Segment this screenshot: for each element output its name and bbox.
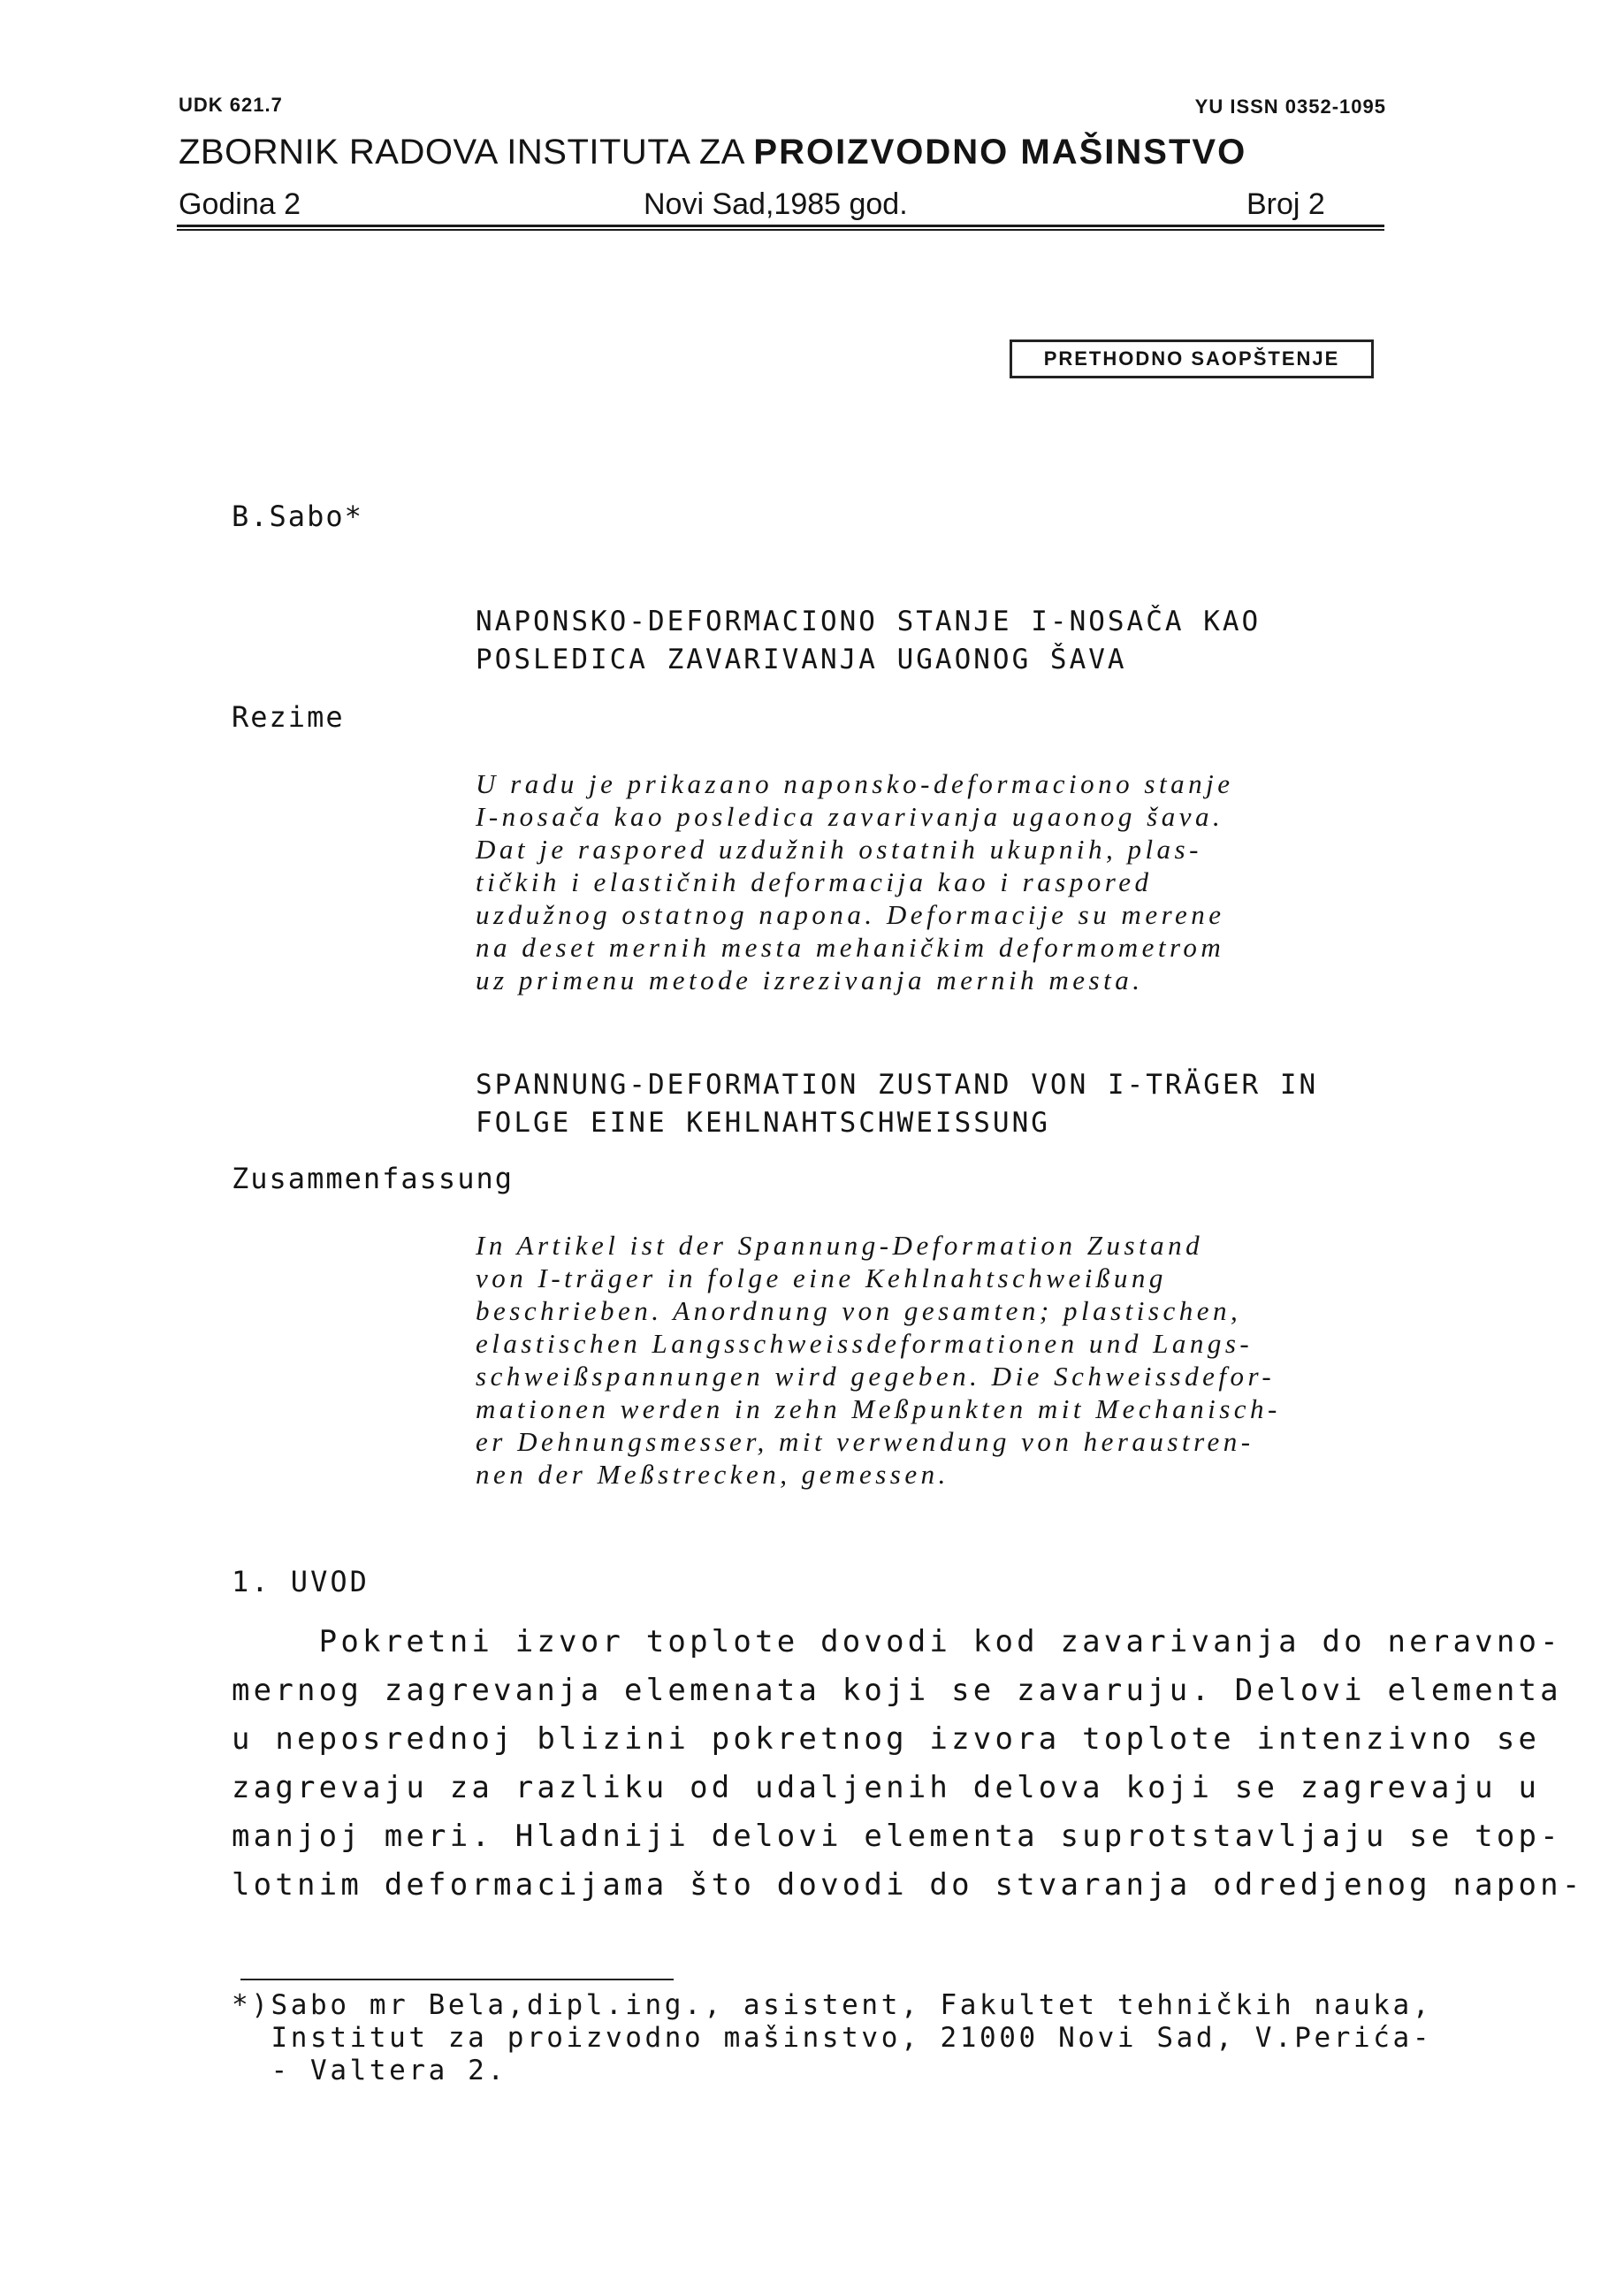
abstract-sr: U radu je prikazano naponsko-deformaciono stanje I-nosača kao posledica zavarivanja ugaonog šava. Dat je raspored uzdužnih ostatnih ukupnih, plas- tičkih i elastičnih deformacija kao i raspored uzdužnog ostatnog napona. Deformacije su merene na deset mernih mesta mehaničkim deformometrom uz primenu metode izrezivanja mernih mesta. xyxy=(476,768,1234,995)
journal-title xyxy=(179,133,1246,172)
volume-year: Godina 2 xyxy=(179,187,301,221)
section-heading: 1. UVOD xyxy=(232,1565,370,1598)
udk-code: UDK 621.7 xyxy=(179,94,283,116)
paper-title-de: SPANNUNG-DEFORMATION ZUSTAND VON I-TRÄGER IN FOLGE EINE KEHLNAHTSCHWEISSUNG xyxy=(476,1069,1319,1139)
issue-number: Broj 2 xyxy=(1246,187,1325,221)
abstract-label-sr: Rezime xyxy=(232,700,345,734)
place-year: Novi Sad,1985 god. xyxy=(644,187,908,221)
journal-title-bold: PROIZVODNO MAŠINSTVO xyxy=(753,133,1247,172)
header-rule-top xyxy=(177,225,1384,227)
section-body: Pokretni izvor toplote dovodi kod zavarivanja do neravno- mernog zagrevanja elemenata koji se zavaruju. Delovi elementa u neposrednoj blizini pokretnog izvora toplote intenzivno se zagrevaju za razliku od udaljenih delova koji se zagrevaju u manjoj meri. Hladniji delovi elementa suprotstavljaju se top- lotnim deformacijama što dovodi do stvaranja odredjenog napon- xyxy=(232,1624,1584,1903)
footnote-rule xyxy=(240,1979,674,1980)
paper-category-stamp: PRETHODNO SAOPŠTENJE xyxy=(1010,339,1374,378)
footnote: *)Sabo mr Bela,dipl.ing., asistent, Fakultet tehničkih nauka, Institut za proizvodno mašinstvo, 21000 Novi Sad, V.Perića- - Valtera 2. xyxy=(232,1989,1433,2086)
paper-title-sr: NAPONSKO-DEFORMACIONO STANJE I-NOSAČA KAO POSLEDICA ZAVARIVANJA UGAONOG ŠAVA xyxy=(476,606,1262,675)
journal-title-plain: ZBORNIK RADOVA INSTITUTA ZA xyxy=(179,133,754,172)
issn-number: YU ISSN 0352-1095 xyxy=(1194,95,1386,118)
author-name: B.Sabo* xyxy=(232,500,363,533)
header-rule-bottom xyxy=(177,229,1384,231)
abstract-de: In Artikel ist der Spannung-Deformation Zustand von I-träger in folge eine Kehlnahtschweißung beschrieben. Anordnung von gesamten; plastischen, elastischen Langsschweissdeformationen und Langs- schweißspannungen wird gegeben. Die Schweissdefor- mationen werden in zehn Meßpunkten mit Mechanisch- er Dehnungsmesser, mit verwendung von heraustren- nen der Meßstrecken, gemessen. xyxy=(476,1230,1281,1490)
abstract-label-de: Zusammenfassung xyxy=(232,1162,514,1195)
